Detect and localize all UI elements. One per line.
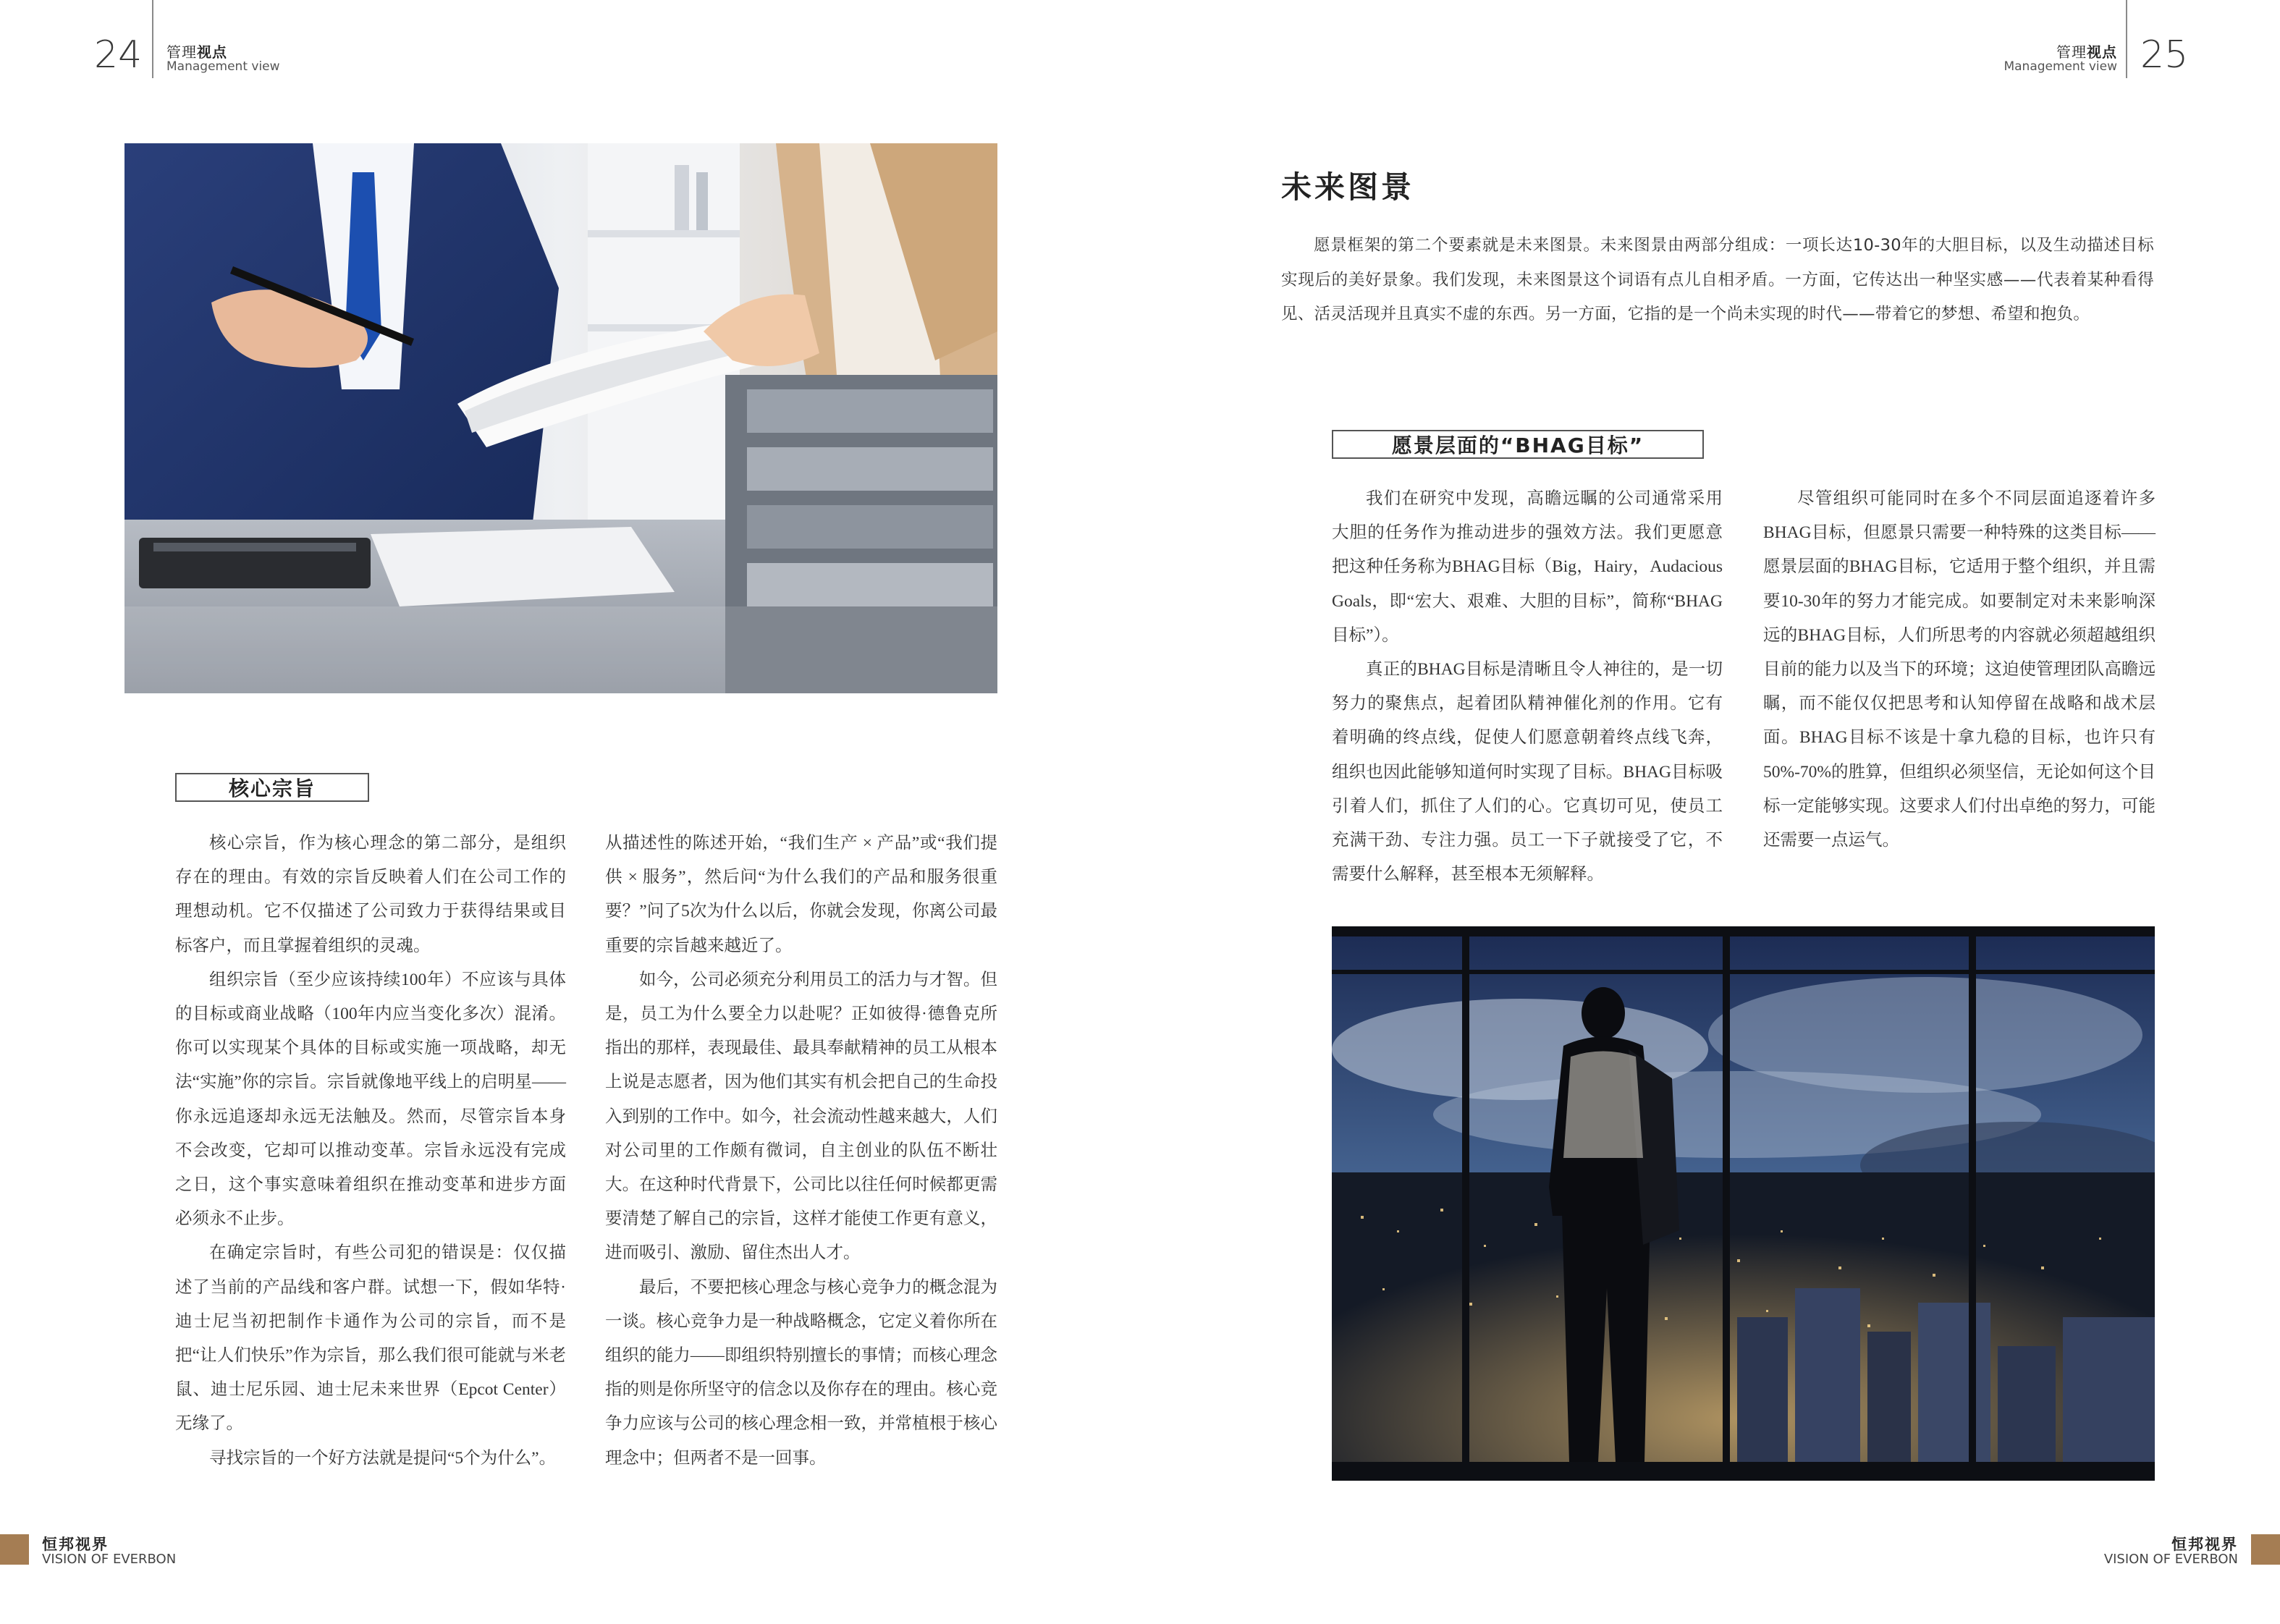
header-divider-left (152, 0, 153, 78)
section-title-bhag: 愿景层面的“BHAG目标” (1332, 430, 1704, 459)
footer-brand-en-left: VISION OF EVERBON (42, 1552, 177, 1567)
section-label-right (2056, 41, 2117, 62)
left-column-1 (175, 826, 566, 1476)
paragraph: 在确定宗旨时，有些公司犯的错误是：仅仅描述了当前的产品线和客户群。试想一下，假如华特·迪士尼当初把制作卡通作为公司的宗旨，而不是把“让人们快乐”作为宗旨，那么我们很可能就与米老鼠、迪士尼乐园、迪士尼未来世界（Epcot Center）无缘了。 (175, 1243, 566, 1434)
footer-accent-bar-left (0, 1534, 29, 1565)
footer-brand-left: 恒邦视界 (42, 1536, 109, 1553)
section-label-prefix: 管理 (2056, 43, 2087, 61)
footer-brand-right: 恒邦视界 (2171, 1536, 2238, 1553)
paragraph: 核心宗旨，作为核心理念的第二部分，是组织存在的理由。有效的宗旨反映着人们在公司工作的理想动机。它不仅描述了公司致力于获得结果或目标客户，而且掌握着组织的灵魂。 (175, 834, 566, 955)
right-column-2 (1763, 482, 2156, 858)
footer-accent-bar-right (2251, 1534, 2280, 1565)
section-title-core-purpose: 核心宗旨 (175, 773, 369, 802)
page-number-left: 24 (94, 33, 143, 77)
section-label-en-right: Management view (2004, 59, 2117, 74)
footer-brand-en-right: VISION OF EVERBON (2103, 1552, 2238, 1567)
right-column-1 (1332, 482, 1723, 892)
section-label-bold: 视点 (2087, 43, 2117, 61)
city-photo (1332, 926, 2155, 1481)
paragraph: 组织宗旨（至少应该持续100年）不应该与具体的目标或商业战略（100年内应当变化多次）混淆。你可以实现某个具体的目标或实施一项战略，却无法“实施”你的宗旨。宗旨就像地平线上的启明星——你永远追逐却永远无法触及。然而，尽管宗旨本身不会改变，它却可以推动变革。宗旨永远没有完成之日，这个事实意味着组织在推动变革和进步方面必须永不止步。 (175, 970, 566, 1229)
section-label-bold: 视点 (197, 43, 227, 61)
intro-text (1281, 229, 2154, 332)
section-label-en-left: Management view (166, 59, 280, 74)
paragraph: 尽管组织可能同时在多个不同层面追逐着许多BHAG目标，但愿景只需要一种特殊的这类目标——愿景层面的BHAG目标，它适用于整个组织，并且需要10-30年的努力才能完成。如要制定对未来影响深远的BHAG目标，人们所思考的内容就必须超越组织目前的能力以及当下的环境；这迫使管理团队高瞻远瞩，而不能仅仅把思考和认知停留在战略和战术层面。BHAG目标不该是十拿九稳的目标，也许只有50%-70%的胜算，但组织必须坚信，无论如何这个目标一定能够实现。这要求人们付出卓绝的努力，可能还需要一点运气。 (1763, 489, 2156, 850)
paragraph: 从描述性的陈述开始，“我们生产 × 产品”或“我们提供 × 服务”，然后问“为什么我们的产品和服务很重要？”问了5次为什么以后，你就会发现，你离公司最重要的宗旨越来越近了。 (605, 834, 997, 955)
paragraph: 我们在研究中发现，高瞻远瞩的公司通常采用大胆的任务作为推动进步的强效方法。我们更愿意把这种任务称为BHAG目标（Big，Hairy，Audacious Goals，即“宏大、艰难、大胆的目标”，简称“BHAG目标”）。 (1332, 489, 1723, 645)
page-title: 未来图景 (1281, 169, 1415, 205)
office-photo (124, 143, 997, 693)
section-label-left (166, 41, 227, 62)
section-label-prefix: 管理 (166, 43, 197, 61)
paragraph: 寻找宗旨的一个好方法就是提问“5个为什么”。 (209, 1448, 557, 1468)
paragraph: 最后，不要把核心理念与核心竞争力的概念混为一谈。核心竞争力是一种战略概念，它定义着你所在组织的能力——即组织特别擅长的事情；而核心理念指的则是你所坚守的信念以及你存在的理由。核心竞争力应该与公司的核心理念相一致，并常植根于核心理念中；但两者不是一回事。 (605, 1277, 997, 1468)
left-column-2 (605, 826, 997, 1476)
paragraph: 真正的BHAG目标是清晰且令人神往的，是一切努力的聚焦点，起着团队精神催化剂的作用。它有着明确的终点线，促使人们愿意朝着终点线飞奔，组织也因此能够知道何时实现了目标。BHAG目标吸引着人们，抓住了人们的心。它真切可见，使员工充满干劲、专注力强。员工一下子就接受了它，不需要什么解释，甚至根本无须解释。 (1332, 660, 1723, 884)
paragraph: 愿景框架的第二个要素就是未来图景。未来图景由两部分组成：一项长达10-30年的大胆目标，以及生动描述目标实现后的美好景象。我们发现，未来图景这个词语有点儿自相矛盾。一方面，它传达出一种坚实感——代表着某种看得见、活灵活现并且真实不虚的东西。另一方面，它指的是一个尚未实现的时代——带着它的梦想、希望和抱负。 (1281, 236, 2154, 323)
page-number-right: 25 (2140, 33, 2189, 77)
header-divider-right (2126, 0, 2127, 78)
paragraph: 如今，公司必须充分利用员工的活力与才智。但是，员工为什么要全力以赴呢？正如彼得·德鲁克所指出的那样，表现最佳、最具奉献精神的员工从根本上说是志愿者，因为他们其实有机会把自己的生命投入到别的工作中。如今，社会流动性越来越大，人们对公司里的工作颇有微词，自主创业的队伍不断壮大。在这种时代背景下，公司比以往任何时候都更需要清楚了解自己的宗旨，这样才能使工作更有意义，进而吸引、激励、留住杰出人才。 (605, 970, 997, 1263)
